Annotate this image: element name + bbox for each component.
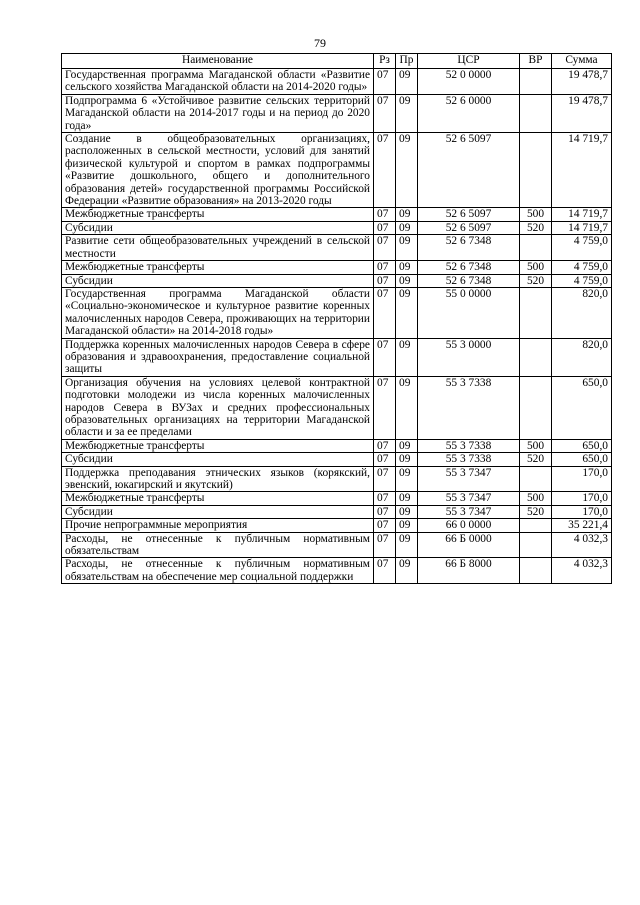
table-row: [62, 133, 612, 208]
cell-pr: 09: [396, 274, 418, 287]
cell-rz: 07: [374, 376, 396, 439]
cell-sum: 14 719,7: [552, 221, 612, 234]
cell-vr: 520: [520, 505, 552, 518]
budget-table: [61, 53, 612, 584]
cell-csr: 55 3 7338: [418, 439, 520, 452]
cell-rz: 07: [374, 221, 396, 234]
cell-vr: [520, 558, 552, 584]
cell-name: Государственная программа Магаданской области «Социально-экономическое и культурное развитие коренных малочисленных народов Севера, проживающих на территории Магаданской области» на 2014-2018 годы»: [62, 287, 374, 338]
table-row: [62, 492, 612, 505]
cell-pr: 09: [396, 221, 418, 234]
cell-vr: 500: [520, 261, 552, 274]
cell-name: Межбюджетные трансферты: [62, 439, 374, 452]
table-row: [62, 439, 612, 452]
cell-pr: 09: [396, 208, 418, 221]
cell-name: Межбюджетные трансферты: [62, 261, 374, 274]
cell-csr: 55 3 7347: [418, 492, 520, 505]
cell-csr: 55 3 7338: [418, 376, 520, 439]
cell-sum: 650,0: [552, 453, 612, 466]
cell-sum: 170,0: [552, 492, 612, 505]
cell-vr: [520, 235, 552, 261]
cell-sum: 35 221,4: [552, 519, 612, 532]
cell-sum: 4 032,3: [552, 558, 612, 584]
cell-sum: 19 478,7: [552, 69, 612, 95]
cell-pr: 09: [396, 466, 418, 492]
cell-csr: 66 0 0000: [418, 519, 520, 532]
cell-pr: 09: [396, 376, 418, 439]
cell-csr: 55 3 7338: [418, 453, 520, 466]
table-row: [62, 221, 612, 234]
cell-csr: 52 6 7348: [418, 235, 520, 261]
header-rz: Рз: [374, 54, 396, 69]
cell-sum: 14 719,7: [552, 133, 612, 208]
cell-csr: 55 3 7347: [418, 466, 520, 492]
table-row: [62, 376, 612, 439]
cell-name: Расходы, не отнесенные к публичным нормативным обязательствам на обеспечение мер социальной поддержки: [62, 558, 374, 584]
header-sum: Сумма: [552, 54, 612, 69]
cell-vr: 500: [520, 208, 552, 221]
cell-name: Межбюджетные трансферты: [62, 208, 374, 221]
cell-rz: 07: [374, 505, 396, 518]
cell-rz: 07: [374, 208, 396, 221]
cell-name: Развитие сети общеобразовательных учреждений в сельской местности: [62, 235, 374, 261]
table-row: [62, 287, 612, 338]
cell-vr: 520: [520, 274, 552, 287]
cell-rz: 07: [374, 558, 396, 584]
cell-name: Поддержка коренных малочисленных народов Севера в сфере образования и здравоохранения, предоставление социальной защиты: [62, 338, 374, 376]
cell-name: Расходы, не отнесенные к публичным нормативным обязательствам: [62, 532, 374, 558]
cell-vr: [520, 338, 552, 376]
page-number: 79: [314, 36, 326, 50]
cell-pr: 09: [396, 519, 418, 532]
table-header-row: [62, 54, 612, 69]
cell-vr: [520, 133, 552, 208]
cell-name: Поддержка преподавания этнических языков (корякский, эвенский, юкагирский и якутский): [62, 466, 374, 492]
cell-rz: 07: [374, 439, 396, 452]
cell-pr: 09: [396, 558, 418, 584]
cell-name: Субсидии: [62, 274, 374, 287]
cell-name: Межбюджетные трансферты: [62, 492, 374, 505]
cell-sum: 4 032,3: [552, 532, 612, 558]
cell-sum: 820,0: [552, 338, 612, 376]
cell-name: Прочие непрограммные мероприятия: [62, 519, 374, 532]
cell-csr: 52 6 5097: [418, 133, 520, 208]
cell-rz: 07: [374, 133, 396, 208]
header-csr: ЦСР: [418, 54, 520, 69]
table-row: [62, 453, 612, 466]
cell-sum: 4 759,0: [552, 235, 612, 261]
table-row: [62, 558, 612, 584]
cell-name: Субсидии: [62, 221, 374, 234]
cell-rz: 07: [374, 519, 396, 532]
cell-csr: 52 6 7348: [418, 274, 520, 287]
cell-csr: 55 3 7347: [418, 505, 520, 518]
table-row: [62, 69, 612, 95]
cell-pr: 09: [396, 338, 418, 376]
cell-pr: 09: [396, 133, 418, 208]
cell-vr: [520, 94, 552, 132]
cell-vr: 520: [520, 453, 552, 466]
cell-rz: 07: [374, 287, 396, 338]
cell-name: Организация обучения на условиях целевой контрактной подготовки молодежи из числа коренных малочисленных народов Севера в ВУЗах и средних профессиональных образовательных организациях на территории Магаданской области и за ее пределами: [62, 376, 374, 439]
table-row: [62, 466, 612, 492]
cell-vr: [520, 532, 552, 558]
table-row: [62, 94, 612, 132]
header-name: Наименование: [62, 54, 374, 69]
cell-pr: 09: [396, 439, 418, 452]
cell-rz: 07: [374, 453, 396, 466]
table-row: [62, 208, 612, 221]
table-row: [62, 338, 612, 376]
header-pr: Пр: [396, 54, 418, 69]
cell-sum: 19 478,7: [552, 94, 612, 132]
cell-vr: 520: [520, 221, 552, 234]
cell-csr: 52 6 0000: [418, 94, 520, 132]
header-vr: ВР: [520, 54, 552, 69]
cell-name: Субсидии: [62, 453, 374, 466]
cell-rz: 07: [374, 466, 396, 492]
cell-vr: [520, 287, 552, 338]
cell-rz: 07: [374, 532, 396, 558]
cell-name: Подпрограмма 6 «Устойчивое развитие сельских территорий Магаданской области на 2014-2017 годы и на период до 2020 года»: [62, 94, 374, 132]
cell-csr: 55 0 0000: [418, 287, 520, 338]
cell-vr: 500: [520, 439, 552, 452]
cell-pr: 09: [396, 261, 418, 274]
cell-csr: 52 6 5097: [418, 221, 520, 234]
table-row: [62, 261, 612, 274]
cell-name: Субсидии: [62, 505, 374, 518]
cell-sum: 820,0: [552, 287, 612, 338]
table-row: [62, 235, 612, 261]
cell-rz: 07: [374, 235, 396, 261]
cell-rz: 07: [374, 492, 396, 505]
cell-sum: 4 759,0: [552, 274, 612, 287]
cell-pr: 09: [396, 287, 418, 338]
cell-sum: 650,0: [552, 439, 612, 452]
cell-csr: 66 Б 8000: [418, 558, 520, 584]
cell-rz: 07: [374, 338, 396, 376]
cell-pr: 09: [396, 453, 418, 466]
cell-pr: 09: [396, 69, 418, 95]
cell-sum: 4 759,0: [552, 261, 612, 274]
table-row: [62, 519, 612, 532]
cell-vr: 500: [520, 492, 552, 505]
cell-rz: 07: [374, 94, 396, 132]
cell-csr: 52 6 5097: [418, 208, 520, 221]
cell-sum: 170,0: [552, 466, 612, 492]
cell-pr: 09: [396, 94, 418, 132]
cell-sum: 14 719,7: [552, 208, 612, 221]
cell-sum: 650,0: [552, 376, 612, 439]
cell-csr: 55 3 0000: [418, 338, 520, 376]
cell-csr: 52 0 0000: [418, 69, 520, 95]
table-body: [62, 69, 612, 584]
cell-rz: 07: [374, 274, 396, 287]
cell-name: Государственная программа Магаданской области «Развитие сельского хозяйства Магаданской области на 2014-2020 годы»: [62, 69, 374, 95]
cell-name: Создание в общеобразовательных организациях, расположенных в сельской местности, условий для занятий физической культурой и спортом в рамках подпрограммы «Развитие дошкольного, общего и дополнительного образования детей» государственной программы Российской Федерации «Развитие образования» на 2013-2020 годы: [62, 133, 374, 208]
cell-csr: 52 6 7348: [418, 261, 520, 274]
cell-pr: 09: [396, 235, 418, 261]
cell-pr: 09: [396, 532, 418, 558]
cell-pr: 09: [396, 505, 418, 518]
cell-rz: 07: [374, 261, 396, 274]
cell-vr: [520, 466, 552, 492]
cell-sum: 170,0: [552, 505, 612, 518]
cell-vr: [520, 519, 552, 532]
table-row: [62, 532, 612, 558]
cell-csr: 66 Б 0000: [418, 532, 520, 558]
cell-vr: [520, 376, 552, 439]
table-row: [62, 505, 612, 518]
table-row: [62, 274, 612, 287]
cell-vr: [520, 69, 552, 95]
cell-pr: 09: [396, 492, 418, 505]
cell-rz: 07: [374, 69, 396, 95]
